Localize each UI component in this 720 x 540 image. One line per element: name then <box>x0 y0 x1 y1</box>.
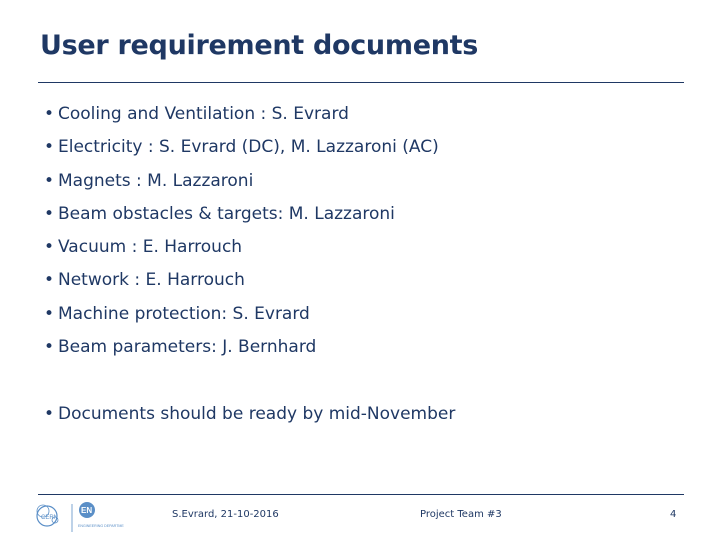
bullet-marker: • <box>44 404 55 424</box>
footer-logos <box>34 500 124 536</box>
bullet-marker: • <box>44 304 55 324</box>
logos-graphic <box>34 500 124 536</box>
en-logo <box>78 502 124 528</box>
list-item <box>44 302 310 326</box>
footer-divider <box>38 494 684 495</box>
cern-logo <box>37 505 58 526</box>
list-item <box>44 235 242 259</box>
footer-author-date: S.Evrard, 21-10-2016 <box>172 509 279 520</box>
list-item <box>44 102 349 126</box>
bullet-marker: • <box>44 171 55 191</box>
list-item <box>44 202 395 226</box>
bullet-text: Network : E. Harrouch <box>58 270 245 290</box>
bullet-marker: • <box>44 270 55 290</box>
bullet-marker: • <box>44 204 55 224</box>
list-item <box>44 169 253 193</box>
page-number: 4 <box>670 509 677 520</box>
list-item <box>44 268 245 292</box>
bullet-text: Electricity : S. Evrard (DC), M. Lazzaroni (AC) <box>58 137 439 157</box>
page-title: User requirement documents <box>40 30 479 61</box>
bullet-text: Cooling and Ventilation : S. Evrard <box>58 104 349 124</box>
bullet-text: Beam parameters: J. Bernhard <box>58 337 317 357</box>
en-logo-subtitle: ENGINEERING DEPARTMENT <box>78 524 124 528</box>
bullet-marker: • <box>44 137 55 157</box>
bullet-marker: • <box>44 104 55 124</box>
bullet-text: Beam obstacles & targets: M. Lazzaroni <box>58 204 395 224</box>
title-divider <box>38 82 684 83</box>
cern-logo-text: CERN <box>41 515 59 521</box>
bullet-text: Machine protection: S. Evrard <box>58 304 310 324</box>
footer-team: Project Team #3 <box>420 509 502 520</box>
bullet-text: Vacuum : E. Harrouch <box>58 237 243 257</box>
en-logo-text: EN <box>81 506 93 515</box>
bullet-marker: • <box>44 237 55 257</box>
bullet-text: Documents should be ready by mid-November <box>58 404 456 424</box>
bullet-text: Magnets : M. Lazzaroni <box>58 171 254 191</box>
bullet-marker: • <box>44 337 55 357</box>
list-item <box>44 135 439 159</box>
list-item <box>44 335 316 359</box>
list-item <box>44 402 455 426</box>
